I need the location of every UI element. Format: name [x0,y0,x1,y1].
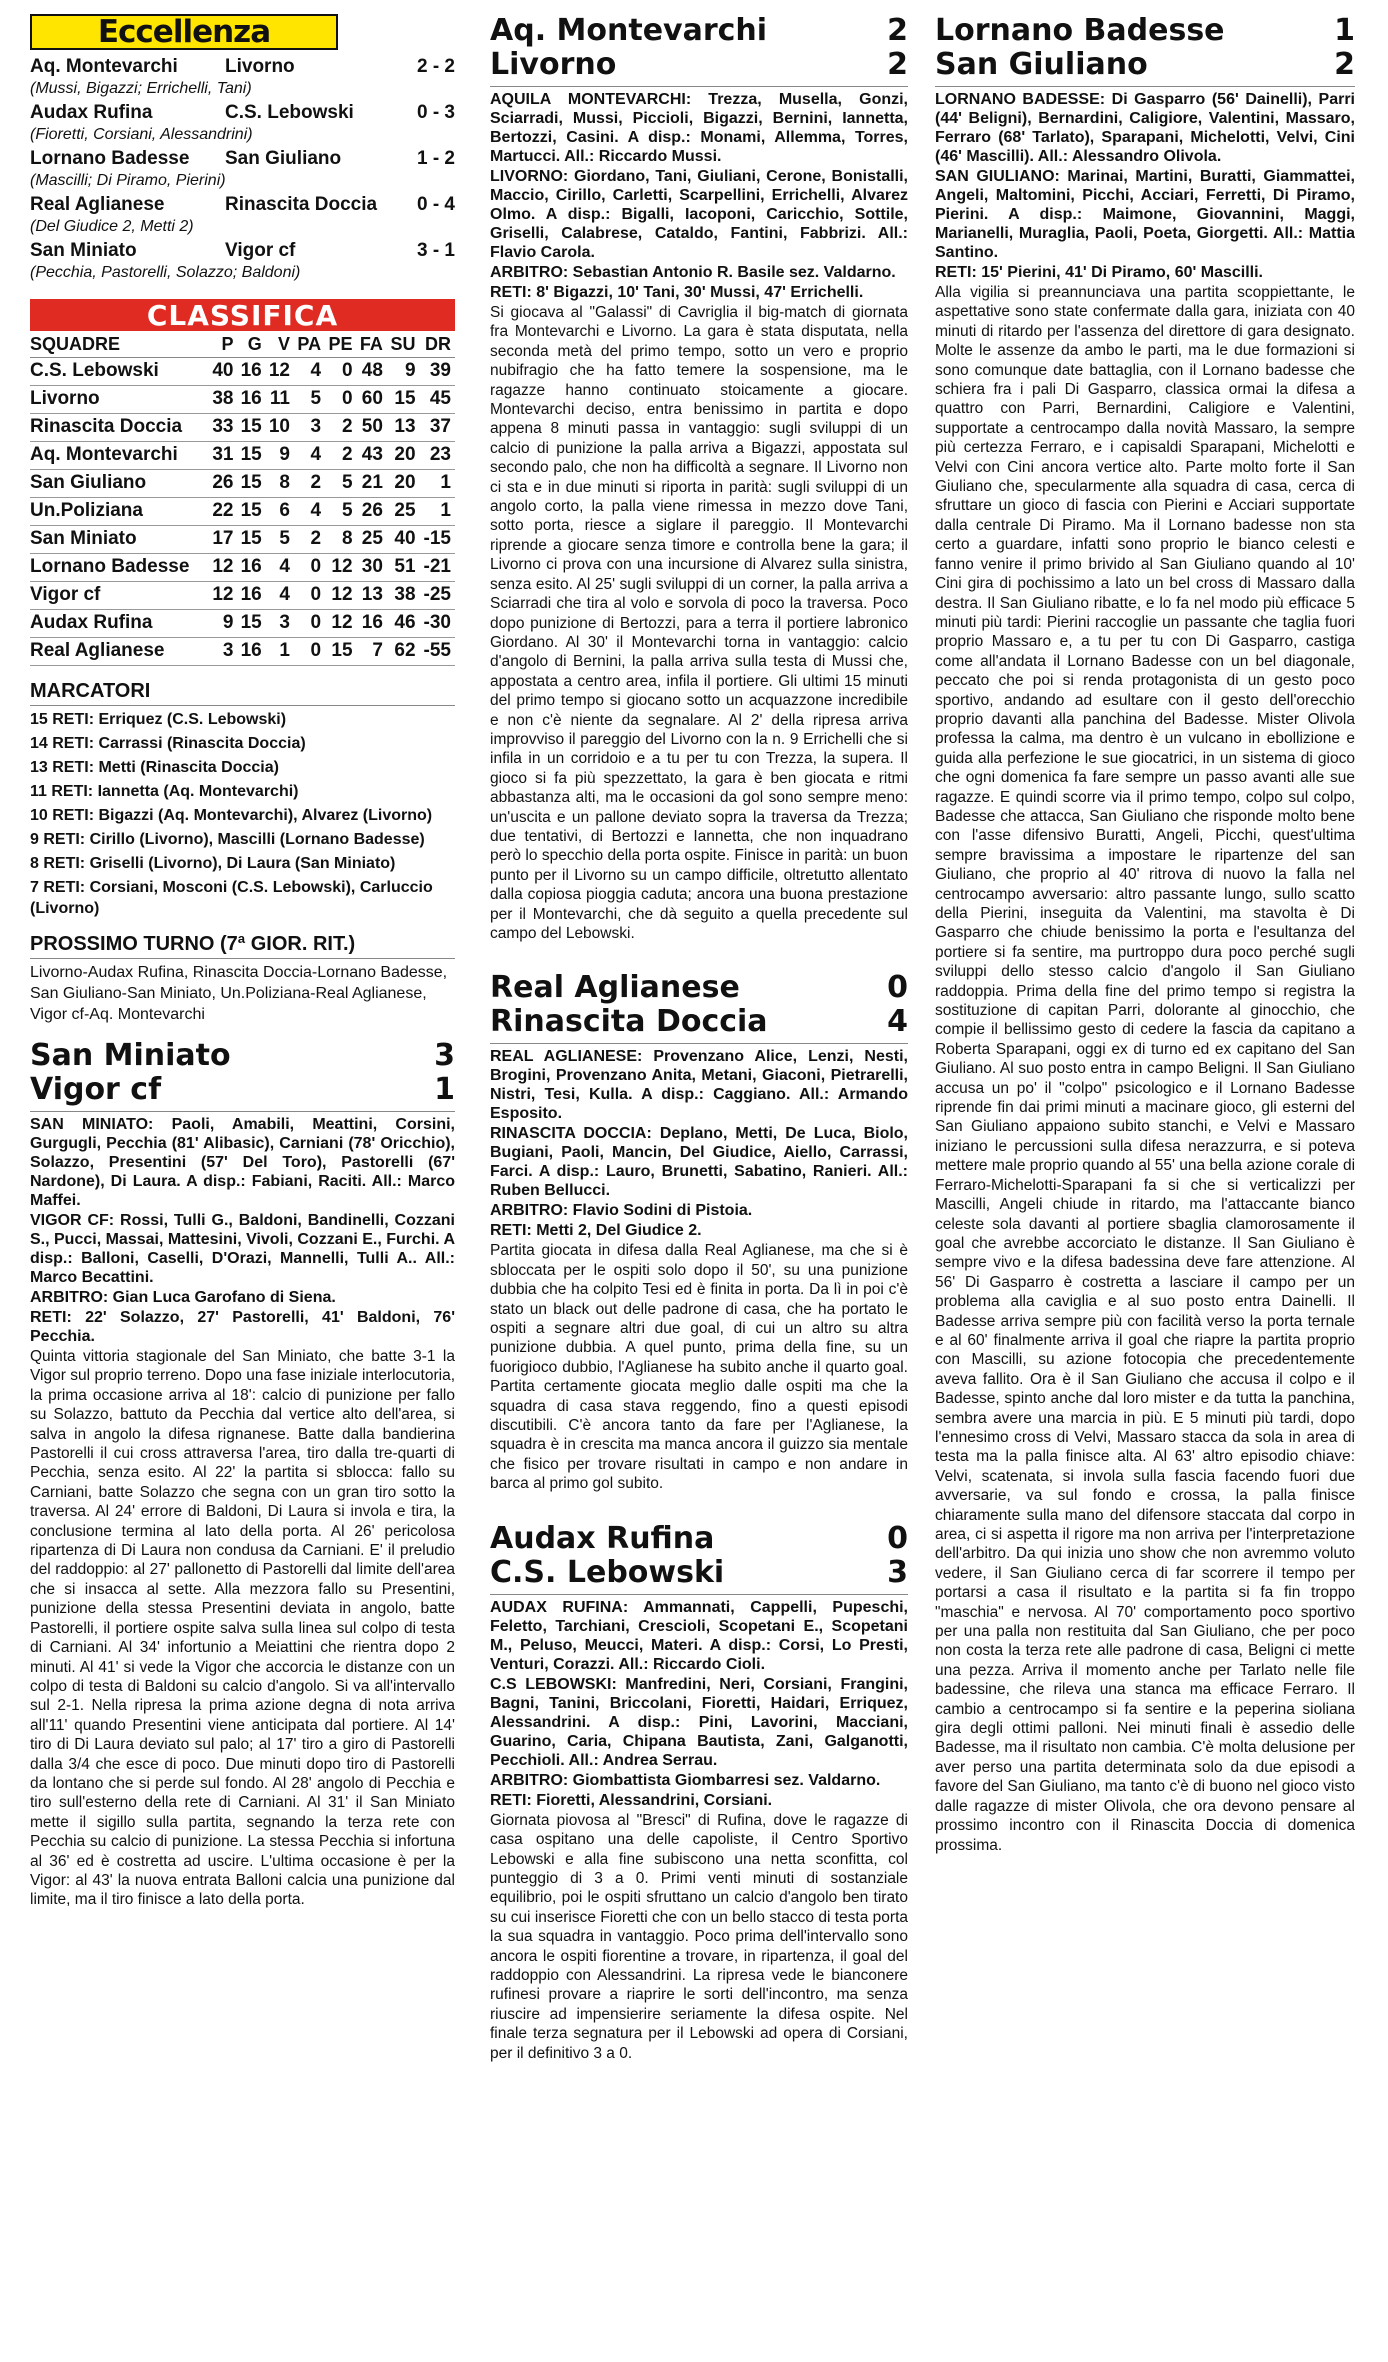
stat-cell: 0 [294,638,325,666]
scorer-line: 10 RETI: Bigazzi (Aq. Montevarchi), Alvarez (Livorno) [30,807,433,824]
away-goals: 1 [434,1072,455,1107]
stat-cell: 45 [420,386,455,414]
stat-cell: 2 [294,470,325,498]
stat-cell: 21 [357,470,387,498]
stat-cell: 12 [325,610,356,638]
stat-cell: 3 [294,414,325,442]
away-team: San Giuliano [935,47,1148,82]
match-montevarchi [490,14,908,943]
stat-cell: 0 [294,610,325,638]
stat-cell: 62 [387,638,420,666]
team-name: San Miniato [30,526,209,554]
stat-cell: 3 [209,638,237,666]
eccellenza-banner [30,14,338,50]
lineup-home: LORNANO BADESSE: Di Gasparro (56' Dainelli), Parri (44' Beligni), Bernardini, Caligiore, Valentini, Massaro, Ferraro (68' Tarlato), Sparapani, Michelotti, Velvi, Cini (46' Mascilli). All.: Alessandro Olivola. [935,91,1355,165]
stat-cell: -21 [420,554,455,582]
team-name: Vigor cf [30,582,209,610]
stat-cell: 5 [325,470,356,498]
home-goals: 0 [887,970,908,1006]
scorer-line: 9 RETI: Cirillo (Livorno), Mascilli (Lornano Badesse) [30,831,425,848]
goals: RETI: 8' Bigazzi, 10' Tani, 30' Mussi, 47' Errichelli. [490,284,864,301]
stat-cell: 25 [387,498,420,526]
scorer-line: 14 RETI: Carrassi (Rinascita Doccia) [30,735,306,752]
stat-cell: -25 [420,582,455,610]
team-name: Real Aglianese [30,638,209,666]
stat-cell: 15 [237,414,265,442]
result-away: Vigor cf [225,240,296,261]
result-score: 3 - 1 [416,240,455,261]
result-score: 0 - 3 [416,102,455,123]
standings-row [30,526,455,554]
goals: RETI: Metti 2, Del Giudice 2. [490,1222,702,1240]
stat-cell: 4 [294,442,325,470]
stat-cell: 4 [266,554,294,582]
standings-header-cell: V [266,331,294,358]
stat-cell: 25 [357,526,387,554]
away-goals: 3 [887,1554,908,1590]
stat-cell: 16 [237,638,265,666]
stat-cell: 8 [325,526,356,554]
match-report: Quinta vittoria stagionale del San Miniato, che batte 3-1 la Vigor sul proprio terreno. Dopo una fase iniziale interlocutoria, la prima occasione arriva al 18': calcio di punizione per fallo su Solazzo, battuto da Pecchia dal vertice alto dell'area, si salva in angolo la difesa rignanese. Batte dalla bandierina Pastorelli il cui cross attraversa l'area, tiro dalla tre-quarti di Pecchia, senza esito. Al 22' la partita si sblocca: fallo su Carniani, batte Solazzo che segna con un gran tiro sotto la traversa. Al 24' errore di Baldoni, Di Laura si invola e tira, la conclusione termina al lato della porta. Al 26' pericolosa ripartenza di Di Laura non condusa da Carniani. E' il preludio del raddoppio: al 27' pallonetto di Pastorelli dal limite dell'area che si insacca al sette. Alla mezzora fallo su Presentini, punizione della stessa Presentini deviata in angolo, batte Pastorelli, il portiere ospite salva sulla linea sul colpo di testa di Carniani. Al 34' infortunio a Meiattini che rientra dopo 2 minuti. Al 41' si vede la Vigor che accorcia le distanze con un colpo di testa di Baldoni su calcio d'angolo. Si va all'intervallo sul 2-1. Nella ripresa la prima azione degna di nota arriva all'11' quando Presentini viene anticipata dal portiere. Al 14' tiro di Di Laura deviato sul palo; al 17' tiro a giro di Pastorelli dalla 3/4 che esce di poco. Due minuti dopo tiro di Pastorelli da lontano che si perde sul fondo. Al 28' angolo di Pecchia e tiro sull'esterno della rete di Carniani. Al 31' il San Miniato mette il sigillo sulla partita, segnando la terza rete con Pecchia su calcio di punizione. La stessa Pecchia si infortuna al 36' ed è costretta ad uscire. L'ultima occasione è per la Vigor: al 43' la nuova entrata Balloni calcia una punizione dal limite, ma il tiro finisce a lato della porta. [30,1348,455,1909]
team-name: Rinascita Doccia [30,414,209,442]
result-home: Aq. Montevarchi [30,56,178,77]
stat-cell: 10 [266,414,294,442]
standings-header-cell: P [209,331,237,358]
divider [30,1111,455,1112]
stat-cell: 26 [357,498,387,526]
stat-cell: 15 [325,638,356,666]
standings-row [30,610,455,638]
stat-cell: 48 [357,358,387,386]
result-scorers: (Pecchia, Pastorelli, Solazzo; Baldoni) [30,264,301,281]
column-right [935,0,1355,2362]
referee: ARBITRO: Flavio Sodini di Pistoia. [490,1202,753,1220]
stat-cell: 38 [209,386,237,414]
result-home: Real Aglianese [30,194,165,215]
divider [935,86,1355,87]
match-report: Partita giocata in difesa dalla Real Aglianese, ma che si è sbloccata per le ospiti solo dopo il 50', su una punizione dubbia che ha colpito Tesi ed è finita in porta. Da lì in poi c'è stato un black out delle padrone di casa, che ha portato le ospiti a segnare altri due goal, di cui un altro su altra punizione dubbia. A quel punto, prima della fine, su un fuorigioco dubbio, l'Aglianese ha subito anche il quarto goal. Partita certamente giocata meglio dalle ospiti ma che la squadra di casa stava reggendo, fino a questi episodi discutibili. C'è ancora tanto da fare per l'Aglianese, la squadra è in crescita ma manca ancora il guizzo sia mentale che fisico per trovare risultati in campo e non andare in barca al primo gol subito. [490,1242,908,1493]
stat-cell: 22 [209,498,237,526]
stat-cell: 4 [294,498,325,526]
standings-header-cell: SQUADRE [30,331,209,358]
home-team: San Miniato [30,1038,231,1073]
result-away: Rinascita Doccia [225,194,378,215]
stat-cell: 1 [266,638,294,666]
home-goals: 3 [434,1038,455,1073]
scorer-line: 11 RETI: Iannetta (Aq. Montevarchi) [30,783,299,800]
referee: ARBITRO: Giombattista Giombarresi sez. Valdarno. [490,1771,881,1789]
stat-cell: 11 [266,386,294,414]
standings-row [30,582,455,610]
team-name: Lornano Badesse [30,554,209,582]
stat-cell: 30 [357,554,387,582]
stat-cell: 0 [325,358,356,386]
stat-cell: 0 [294,554,325,582]
lineup-away: LIVORNO: Giordano, Tani, Giuliani, Cerone, Bonistalli, Maccio, Cirillo, Carletti, Scarpellini, Errichelli, Alvarez Olmo. A disp.: Bigalli, Iacoponi, Caricchio, Sottile, Griselli, Calabrese, Cataldo, Fantini, Fabbrizi. All.: Flavio Carola. [490,168,908,261]
scorer-line: 7 RETI: Corsiani, Mosconi (C.S. Lebowski), Carluccio (Livorno) [30,879,433,917]
stat-cell: 12 [209,582,237,610]
marcatori-title: MARCATORI [30,680,455,706]
lineup-away: VIGOR CF: Rossi, Tulli G., Baldoni, Bandinelli, Cozzani S., Pucci, Massai, Mattesini, Vivoli, Cozzani E., Furchi. A disp.: Balloni, Caselli, D'Orazi, Mannelli, Tulli A.. All.: Marco Becattini. [30,1212,455,1286]
stat-cell: -30 [420,610,455,638]
stat-cell: 16 [237,358,265,386]
lineup-away: C.S LEBOWSKI: Manfredini, Neri, Corsiani, Frangini, Bagni, Tanini, Briccolani, Fioretti, Haidari, Erriquez, Alessandrini. A disp.: Pini, Lavorini, Macciani, Guarino, Caria, Chipana Bautista, Zani, Galganotti, Pecchioli. All.: Andrea Serrau. [490,1675,908,1769]
stat-cell: 20 [387,442,420,470]
match-report: Giornata piovosa al "Bresci" di Rufina, dove le ragazze di casa ospitano una delle capoliste, il Centro Sportivo Lebowski e alla fine subiscono una netta sconfitta, col punteggio di 3 a 0. Primi venti minuti di sostanziale equilibrio, poi le ospiti sfruttano un calcio d'angolo ben tirato su cui inserisce Fioretti che con un bello stacco di testa porta la sua squadra in vantaggio. Poco prima dell'intervallo sono ancora le ospiti fiorentine a trovare, in ripartenza, il goal del raddoppio con Alessandrini. La ripresa vede le bianconere rufinesi provare a riaprire le sorti dell'incontro, ma senza riuscire ad impensierire seriamente la difesa ospite. Nel finale terza segnatura per il Lebowski ad opera di Corsiani, per il definitivo 3 a 0. [490,1811,908,2062]
result-home: Lornano Badesse [30,148,190,169]
result-item [30,148,455,191]
stat-cell: 43 [357,442,387,470]
result-item [30,56,455,99]
stat-cell: 13 [357,582,387,610]
away-team: Livorno [490,47,617,82]
home-team: Audax Rufina [490,1520,715,1556]
column-center [490,0,908,2362]
stat-cell: 15 [237,610,265,638]
home-team: Aq. Montevarchi [490,13,768,48]
stat-cell: 17 [209,526,237,554]
stat-cell: 6 [266,498,294,526]
lineup-home: AQUILA MONTEVARCHI: Trezza, Musella, Gonzi, Sciarradi, Mussi, Piccioli, Bigazzi, Bernini, Iannetta, Bertozzi, Casini. A disp.: Monami, Allemma, Torres, Martucci. All.: Riccardo Mussi. [490,91,908,165]
stat-cell: 8 [266,470,294,498]
stat-cell: 33 [209,414,237,442]
goals: RETI: 15' Pierini, 41' Di Piramo, 60' Mascilli. [935,264,1263,281]
stat-cell: 4 [294,358,325,386]
stat-cell: 39 [420,358,455,386]
stat-cell: 46 [387,610,420,638]
stat-cell: 23 [420,442,455,470]
stat-cell: 15 [237,498,265,526]
scorer-line: 8 RETI: Griselli (Livorno), Di Laura (San Miniato) [30,855,396,872]
stat-cell: 15 [237,526,265,554]
result-score: 0 - 4 [416,194,455,215]
stat-cell: 15 [237,442,265,470]
stat-cell: 50 [357,414,387,442]
stat-cell: 12 [325,554,356,582]
standings-header-cell: PE [325,331,356,358]
match-san-miniato [30,1039,455,1910]
stat-cell: 4 [266,582,294,610]
home-team: Real Aglianese [490,970,740,1006]
result-scorers: (Del Giudice 2, Metti 2) [30,218,194,235]
scorer-line: 13 RETI: Metti (Rinascita Doccia) [30,759,279,776]
away-team: Rinascita Doccia [490,1004,768,1040]
stat-cell: 2 [325,442,356,470]
eccellenza-title: Eccellenza [97,14,271,50]
standings-row [30,554,455,582]
stat-cell: 9 [266,442,294,470]
result-away: Livorno [225,56,295,77]
stat-cell: 38 [387,582,420,610]
referee: ARBITRO: Sebastian Antonio R. Basile sez. Valdarno. [490,264,896,281]
goals: RETI: Fioretti, Alessandrini, Corsiani. [490,1791,773,1809]
home-goals: 0 [887,1520,908,1556]
team-name: San Giuliano [30,470,209,498]
away-team: Vigor cf [30,1072,162,1107]
stat-cell: 12 [266,358,294,386]
stat-cell: 26 [209,470,237,498]
stat-cell: 13 [387,414,420,442]
prossimo-title: PROSSIMO TURNO (7ª GIOR. RIT.) [30,933,455,959]
lineup-home: REAL AGLIANESE: Provenzano Alice, Lenzi, Nesti, Brogini, Provenzano Anita, Metani, Giaconi, Pietrarelli, Nistri, Tesi, Kulla. A disp.: Caggiano. All.: Armando Esposito. [490,1048,908,1123]
lineup-away: SAN GIULIANO: Marinai, Martini, Buratti, Giammattei, Angeli, Maltomini, Picchi, Acciari, Ferretti, Di Piramo, Pierini. A disp.: Maimone, Giovannini, Maggi, Marianelli, Muraglia, Paoli, Poeta, Giorgetti. All.: Mattia Santino. [935,168,1355,261]
lineup-away: RINASCITA DOCCIA: Deplano, Metti, De Luca, Biolo, Bugiani, Paoli, Mancin, Del Giudice, Aiello, Carrassi, Farci. A disp.: Lauro, Brunetti, Sabatino, Ranieri. All.: Ruben Bellucci. [490,1125,908,1200]
stat-cell: 37 [420,414,455,442]
stat-cell: 12 [325,582,356,610]
referee: ARBITRO: Gian Luca Garofano di Siena. [30,1289,336,1306]
prossimo-text: Livorno-Audax Rufina, Rinascita Doccia-Lornano Badesse, San Giuliano-San Miniato, Un.Poliziana-Real Aglianese, Vigor cf-Aq. Montevarchi [30,964,448,1023]
result-home: Audax Rufina [30,102,153,123]
stat-cell: 7 [357,638,387,666]
stat-cell: 9 [209,610,237,638]
stat-cell: 40 [209,358,237,386]
result-scorers: (Mussi, Bigazzi; Errichelli, Tani) [30,80,252,97]
standings-row [30,470,455,498]
stat-cell: 1 [420,470,455,498]
standings-header-cell: FA [357,331,387,358]
result-away: C.S. Lebowski [225,102,354,123]
away-team: C.S. Lebowski [490,1554,725,1590]
standings-row [30,442,455,470]
stat-cell: 5 [266,526,294,554]
standings-header-cell: SU [387,331,420,358]
stat-cell: 16 [237,554,265,582]
team-name: Aq. Montevarchi [30,442,209,470]
standings-header-cell: G [237,331,265,358]
stat-cell: 12 [209,554,237,582]
result-scorers: (Mascilli; Di Piramo, Pierini) [30,172,226,189]
result-item [30,194,455,237]
standings-table [30,331,455,666]
stat-cell: 16 [237,582,265,610]
stat-cell: 31 [209,442,237,470]
marcatori-list [30,709,455,919]
stat-cell: 2 [325,414,356,442]
standings-header-cell: DR [420,331,455,358]
standings-body [30,358,455,666]
match-report: Alla vigilia si preannunciava una partita scoppiettante, le aspettative sono state confermate dalla gara, iniziata con 40 minuti di ritardo per l'assenza del direttore di gara designato. Molte le assenze da ambo le parti, ma le due formazioni si sono comunque date battaglia, con il Lornano badesse che schiera fra i pali Di Gasparro, classica ormai la difesa a quattro con Parri, Bernardini, Caligiore e Valentini, supportate a centrocampo dalla novità Massaro, la sempre più certezza Ferraro, e i capisaldi Sparapani, Michelotti e Velvi con Cini ancora vertice alto. Parte molto forte il San Giuliano che, specularmente alla squadra di casa, cerca di sfruttare un gioco di fascia con Pierini e Acciari supportate dalla centrale Di Piramo. Ma il Lornano badesse non sta certo a guardare, infatti sono proprio le bianco celesti e fanno venire il primo brivido al San Giuliano quando al 10' Cini gira di pochissimo a lato un bel cross di Massaro dalla destra. Il San Giuliano ribatte, e lo fa nel modo più efficace 5 minuti più tardi: Pierini raccoglie un passante che taglia fuori proprio Massaro e, a tu per tu con Di Gasparro, castiga come all'andata il Lornano Badesse con un bel diagonale, peccato che poi si renda protagonista di un gesto poco sportivo, andando ad esultare con il gesto dell'orecchio proprio davanti alla panchina del Badesse. Mister Olivola professa la calma, ma dentro è un vulcano in ebollizione e guida alla perfezione le sue giocatrici, in un sistema di gioco che ogni domenica fa fare sempre un passo avanti alle sue ragazze. E quindi scorre via il primo tempo, colpo sul colpo, Badesse che attacca, San Giuliano che risponde molto bene con l'asse difensivo Buratti, Angeli, Picchi, quest'ultima sempre bravissima a impostare le ripartenze del san Giuliano, che proprio al 40' ritrova di nuovo la falla nel centrocampo avversario: altro passante lungo, sullo scatto della Pierini, inseguita da Valentini, ma stavolta è Di Gasparro che chiude benissimo la porta e l'esultanza del portiere si fa sentire, ma purtroppo dura poco perché sugli sviluppi dello stesso calcio d'angolo il San Giuliano raddoppia. Prima della fine del primo tempo si registra la sostituzione di capitan Parri, dolorante al ginocchio, che compie il bellissimo gesto di cedere la fascia da capitano a Roberta Sparapani, oggi ex di turno ed ex capitano del San Giuliano. Al suo posto entra in campo Beligni. Il San Giuliano accusa un po' il "colpo" psicologico e il Lornano Badesse riprende fin dai primi minuti a macinare gioco, gli esterni del San Giuliano appaiono subito stanchi, e Velvi e Massaro iniziano le percussioni sulla difesa nerazzurra, e si poteva mettere male proprio quando al 55' una bella azione corale di Ferraro-Michelotti-Sparapani fa si che si verticalizzi per Mascilli, Angeli chiude in ritardo, ma l'attaccante bianco celeste sola davanti al portiere sbaglia clamorosamente il goal che avrebbe accorciato le distanze. Il San Giuliano è sempre vivo e la difesa badessina deve fare attenzione. Al 56' Di Gasparro è costretta a lasciare il campo per un problema alla caviglia e al suo posto entra Dainelli. Il Badesse arriva sempre più con facilità verso la porta ternale e al 60' finalmente arriva il goal che riapre la partita proprio con Mascilli, su azione fotocopia che precedentemente aveva fallito. Ora è il San Giuliano che accusa il colpo e il Badesse, spinto anche dal loro mister e da tutta la panchina, sembra avere una marcia in più. E 5 minuti più tardi, dopo l'ennesimo cross di Velvi, Massaro stacca da sola in area di testa ma la palla finisce alta. Al 63' altro episodio chiave: Velvi, scatenata, si invola sulla fascia facendo fuori due avversarie, va sul fondo e crossa, la palla finisce chiaramente sulla mano del difensore staccata dal corpo in area, ci si aspetta il rigore ma non arriva per l'interpretazione dell'arbitro. Da qui inizia uno show che non avremmo voluto vedere, il San Giuliano cerca di far scorrere il tempo per portarsi a casa il risultato e la partita si fa fin troppo "maschia" e nervosa. Al 70' comportamento poco sportivo per una palla non restituita dal San Giuliano, che per poco non costa la terza rete alle padrone di casa, Beligni ci mette una pezza. Arriva il momento anche per Tarlato nelle file badessine, che rileva una stanca ma efficace Ferraro. Il cambio a centrocampo si fa sentire e la peperina sioliana gira degli ottimi palloni. Nei minuti finali è assedio delle Badesse, ma il risultato non cambia. C'è molta delusione per aver perso una partita determinata solo da due episodi a favore del San Giuliano, ma tanto c'è di buono nel gioco visto dalle ragazze di mister Olivola, che ora devono pensare al prossimo incontro con il Rinascita Doccia di domenica prossima. [935,284,1355,1854]
stat-cell: 1 [420,498,455,526]
stat-cell: 3 [266,610,294,638]
stat-cell: 2 [294,526,325,554]
stat-cell: 0 [294,582,325,610]
result-score: 1 - 2 [416,148,455,169]
results-list [30,56,455,283]
standings-row [30,386,455,414]
match-aglianese [490,971,908,1493]
result-scorers: (Fioretti, Corsiani, Alessandrini) [30,126,253,143]
stat-cell: 60 [357,386,387,414]
away-goals: 2 [887,47,908,82]
lineup-home: AUDAX RUFINA: Ammannati, Cappelli, Pupeschi, Feletto, Tarchiani, Crescioli, Scopetani E., Scopetani M., Peluso, Meucci, Materi. A disp.: Corsi, Lo Presti, Venturi, Corazzi. All.: Riccardo Cioli. [490,1598,908,1673]
scorer-line: 15 RETI: Erriquez (C.S. Lebowski) [30,711,287,728]
away-goals: 2 [1334,47,1355,82]
stat-cell: 0 [325,386,356,414]
match-report: Si giocava al "Galassi" di Cavriglia il big-match di giornata fra Montevarchi e Livorno. La gara è stata disputata, nella seconda metà del primo tempo, sotto un vero e proprio nubifragio che ha fatto temere la sospensione, ma le ragazze hanno continuato stoicamente a giocare. Montevarchi deciso, entra benissimo in partita e dopo appena 8 minuti passa in vantaggio: sugli sviluppi di un calcio di punizione la palla arriva a Bigazzi, appostata sul secondo palo, che non ha difficoltà a segnare. Il Livorno non ci sta e in due minuti si riporta in parità: sugli sviluppi di un angolo corto, la palla viene rimessa in mezzo dove Tani, sotto porta, riesce a siglare il pareggio. Il Montevarchi riprende a giocare senza timore e controlla bene la gara; il Livorno ci prova con una incursione di Alvarez sulla sinistra, senza esito. Al 25' sugli sviluppi di un corner, la palla arriva a Sciarradi che tira al volo e sorvola di poco la traversa. Poco dopo punizione di Bertozzi, para a terra il portiere labronico Giordano. Al 30' il Montevarchi torna in vantaggio: calcio d'angolo di Bernini, la palla arriva sulla testa di Mussi che, appostata a centro area, infila il portiere. Gli ultimi 15 minuti del primo tempo si giocano sotto un acquazzone incredibile e non c'è niente da segnalare. Al 2' della ripresa arriva improvviso il pareggio del Livorno con la n. 9 Errichelli che si infila in un corridoio e a tu per tu con Trezza, la supera. Il gioco si fa più spezzettato, la gara è ben giocata e ritmi abbastanza alti, ma le occasioni da gol sono sempre meno: un'uscita e un pallone deviato sopra la traversa da Trezza; due tentativi, di Bertozzi e Iannetta, che non inquadrano però lo specchio della porta ospite. Finisce in parità: un buon punto per il Livorno su un campo difficile, oltretutto allentato dalla copiosa pioggia caduta; ancora una buona prestazione per il Montevarchi, che dà seguito a quella precedente sul campo del Lebowski. [490,304,908,942]
stat-cell: 9 [387,358,420,386]
standings-row [30,358,455,386]
result-item [30,102,455,145]
standings-row [30,414,455,442]
stat-cell: 51 [387,554,420,582]
standings-header-cell: PA [294,331,325,358]
divider [490,86,908,87]
stat-cell: 5 [294,386,325,414]
stat-cell: -15 [420,526,455,554]
result-item [30,240,455,283]
match-audax [490,1522,908,2063]
result-away: San Giuliano [225,148,342,169]
team-name: Un.Poliziana [30,498,209,526]
team-name: C.S. Lebowski [30,358,209,386]
divider [490,1043,908,1044]
home-goals: 1 [1334,13,1355,48]
column-left [30,0,455,2362]
team-name: Livorno [30,386,209,414]
stat-cell: 15 [237,470,265,498]
lineup-home: SAN MINIATO: Paoli, Amabili, Meattini, Corsini, Gurgugli, Pecchia (81' Alibasic), Carniani (78' Oricchio), Solazzo, Presentini (57' Del Toro), Pastorelli (67' Nardone), Di Laura. A disp.: Fabiani, Raciti. All.: Marco Maffei. [30,1116,455,1209]
stat-cell: 20 [387,470,420,498]
stat-cell: 5 [325,498,356,526]
classifica-banner: CLASSIFICA [30,299,455,331]
team-name: Audax Rufina [30,610,209,638]
goals: RETI: 22' Solazzo, 27' Pastorelli, 41' Baldoni, 76' Pecchia. [30,1309,455,1345]
home-team: Lornano Badesse [935,13,1225,48]
standings-row [30,638,455,666]
away-goals: 4 [887,1004,908,1040]
stat-cell: 40 [387,526,420,554]
home-goals: 2 [887,13,908,48]
standings-row [30,498,455,526]
stat-cell: 16 [237,386,265,414]
stat-cell: 15 [387,386,420,414]
result-score: 2 - 2 [416,56,455,77]
match-badesse [935,14,1355,1855]
divider [490,1594,908,1595]
stat-cell: -55 [420,638,455,666]
stat-cell: 16 [357,610,387,638]
result-home: San Miniato [30,240,137,261]
standings-header [30,331,455,358]
